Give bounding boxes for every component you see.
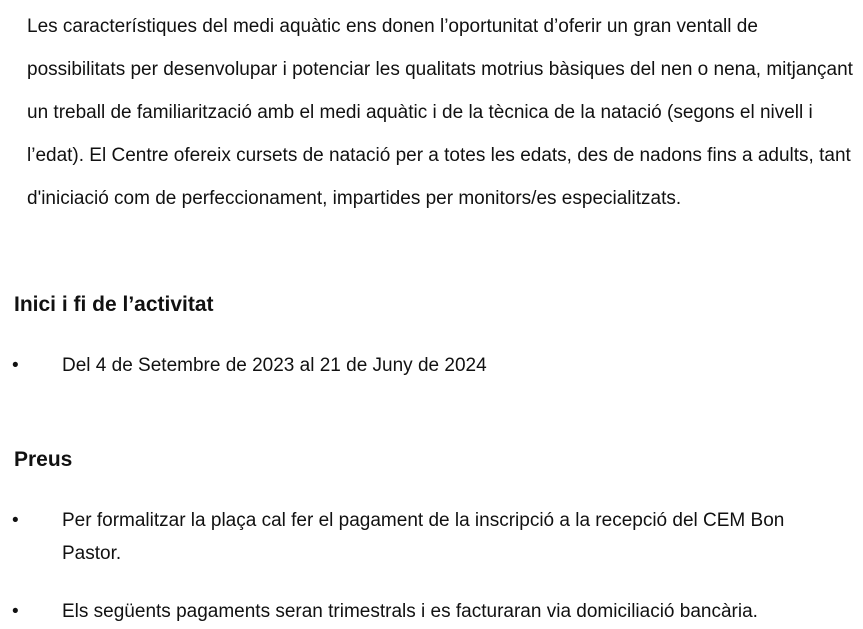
activity-dates-heading: Inici i fi de l’activitat	[14, 293, 214, 316]
list-item-text: Els següents pagaments seran trimestrals i es facturaran via domiciliació bancària.	[62, 601, 758, 622]
list-item-text: Del 4 de Setembre de 2023 al 21 de Juny de 2024	[62, 355, 487, 376]
list-item-text: Per formalitzar la plaça cal fer el pagament de la inscripció a la recepció del CEM Bon Pastor.	[62, 510, 785, 564]
bullet-icon: •	[12, 510, 19, 531]
prices-heading: Preus	[14, 448, 73, 471]
bullet-icon: •	[12, 355, 19, 376]
intro-paragraph: Les característiques del medi aquàtic ens donen l’oportunitat d’oferir un gran ventall de possibilitats per desenvolupar i potenciar les qualitats motrius bàsiques del nen o nena, mitjançant un treball de familiarització amb el medi aquàtic i de la tècnica de la natació (segons el nivell i l’edat). El Centre ofereix cursets de natació per a totes les edats, des de nadons fins a adults, tant d'iniciació com de perfeccionament, impartides per monitors/es especialitzats.	[27, 16, 853, 209]
bullet-icon: •	[12, 601, 19, 622]
